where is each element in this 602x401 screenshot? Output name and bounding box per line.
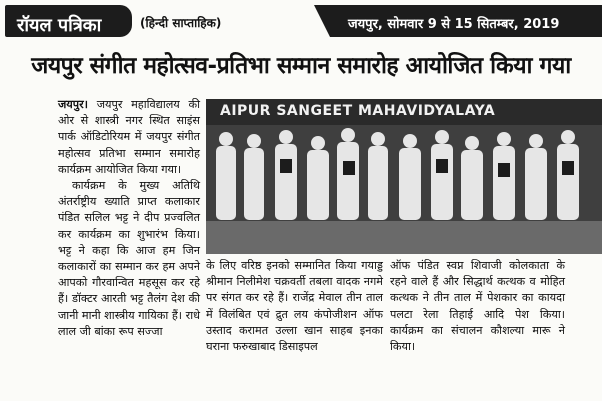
photo-image bbox=[206, 99, 602, 254]
photo-banner-text: AIPUR SANGEET MAHAVIDYALAYA bbox=[220, 103, 496, 119]
masthead bbox=[0, 0, 602, 46]
paragraph-text: जयपुर महाविद्यालय की ओर से शास्त्री नगर स्थित साइंस पार्क ऑडिटोरियम में जयपुर संगीत महोत्सव प्रतिभा सम्मान समारोह कार्यक्रम आयोजित किया गया। bbox=[58, 98, 200, 176]
article-column-right bbox=[390, 258, 565, 355]
date-band bbox=[330, 5, 602, 37]
date-band-notch bbox=[314, 5, 330, 37]
brand-tagline: (हिन्दी साप्ताहिक) bbox=[140, 16, 222, 30]
brand-name: रॉयल पत्रिका bbox=[17, 15, 102, 36]
article-dateline: जयपुर। bbox=[58, 97, 88, 111]
paragraph-text: के लिए वरिष्ठ इनको सम्मानित किया गयाड्ड श्रीमान निलीमेश चक्रवर्ती तबला वादक नगमे पर संगत कर रहे हैं। राजेंद्र मेवाल तीन ताल में विलंबित एवं द्रुत लय कंपोजीशन ऑफ उस्ताद करामत उल्ला खान साहब इनका घराना फरुखाबाद डिसाइपल bbox=[206, 259, 383, 354]
event-photo bbox=[206, 99, 602, 254]
article-column-middle bbox=[206, 258, 383, 355]
article-headline: जयपुर संगीत महोत्सव-प्रतिभा सम्मान समारोह आयोजित किया गया bbox=[31, 53, 571, 79]
paragraph-text: कार्यक्रम के मुख्य अतिथि अंतर्राष्ट्रीय ख्याति प्राप्त कलाकार पंडित सलिल भट्ट ने दीप प्रज्वलित कर कार्यक्रम का शुभारंभ किया। भट्ट ने कहा कि आज हम जिन कलाकारों का सम्मान कर हम अपने आपको गौरवान्वित महसूस कर रहे हैं। डॉक्टर आरती भट्ट तैलंग देश की जानी मानी शास्त्रीय गायिका हैं। राधे लाल जी बांका रूप सज्जा bbox=[58, 179, 200, 338]
issue-dateline: जयपुर, सोमवार 9 से 15 सितम्बर, 2019 bbox=[348, 17, 560, 32]
article-column-left bbox=[58, 96, 200, 340]
paragraph-text: ऑफ पंडित स्वप्न शिवाजी कोलकाता के रहने वाले हैं और सिद्धार्थ कत्थक व मोहित कत्थक ने तीन ताल में पेशकार का कायदा पलटा रेला तिहाई आदि पेश किया। कार्यक्रम का संचालन कौशल्या मारू ने किया। bbox=[390, 259, 565, 354]
brand-logo bbox=[5, 5, 132, 37]
article-paragraph bbox=[58, 96, 200, 178]
